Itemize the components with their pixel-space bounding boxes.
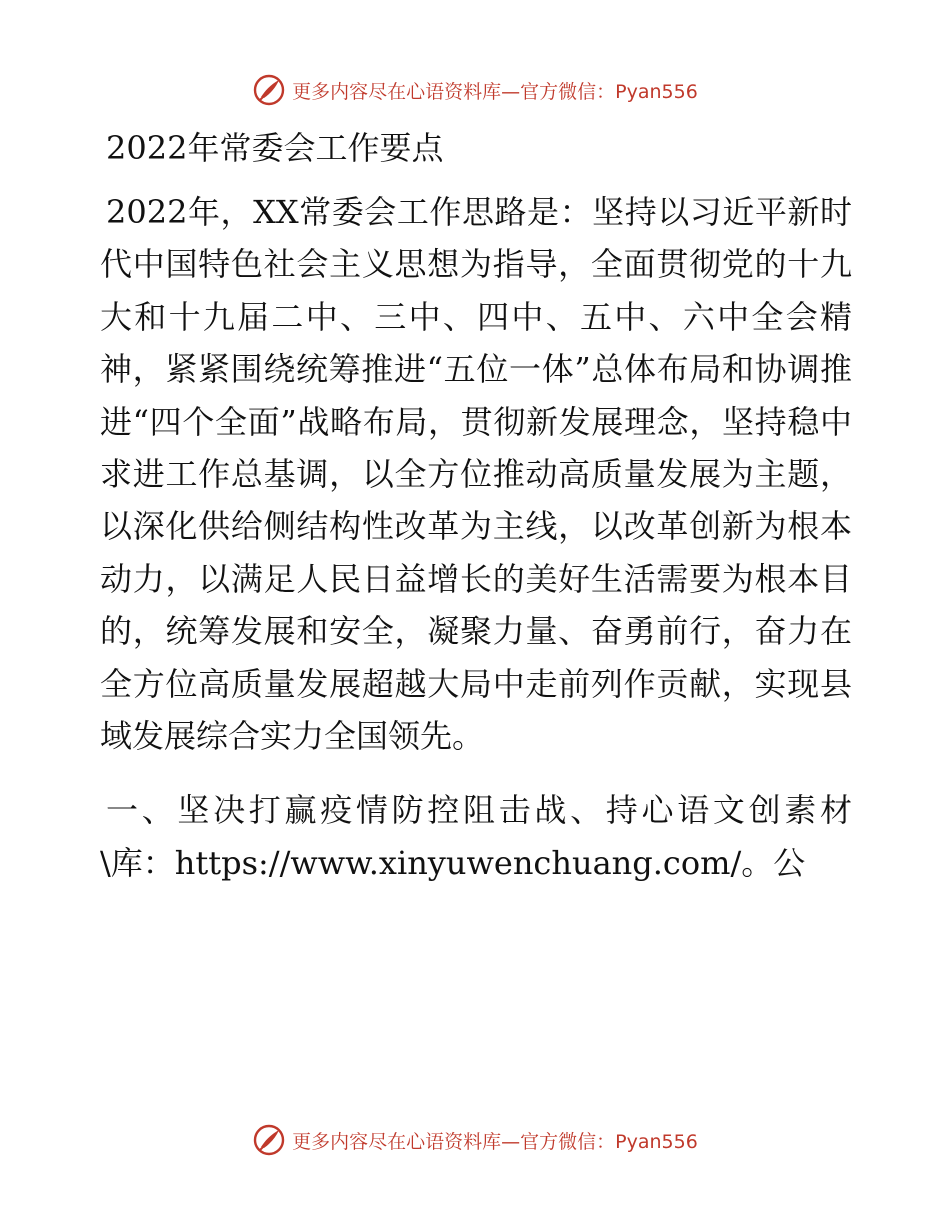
quill-pen-icon	[252, 73, 286, 107]
paragraph-section-one: 一、坚决打赢疫情防控阻击战、持心语文创素材\库：https://www.xinyuwenchuang.com/。公	[100, 791, 852, 882]
footer-watermark-banner	[0, 1120, 950, 1160]
document-body	[100, 122, 852, 889]
quill-pen-icon	[252, 1123, 286, 1157]
header-watermark-text: 更多内容尽在心语资料库—官方微信：Pyan556	[292, 80, 698, 103]
header-watermark-banner	[0, 70, 950, 110]
footer-watermark-text: 更多内容尽在心语资料库—官方微信：Pyan556	[292, 1130, 698, 1153]
paragraph-intro: 2022年，XX常委会工作思路是：坚持以习近平新时代中国特色社会主义思想为指导，全面贯彻党的十九大和十九届二中、三中、四中、五中、六中全会精神，紧紧围绕统筹推进“五位一体”总体布局和协调推进“四个全面”战略布局，贯彻新发展理念，坚持稳中求进工作总基调，以全方位推动高质量发展为主题，以深化供给侧结构性改革为主线，以改革创新为根本动力，以满足人民日益增长的美好生活需要为根本目的，统筹发展和安全，凝聚力量、奋勇前行，奋力在全方位高质量发展超越大局中走前列作贡献，实现县域发展综合实力全国领先。	[100, 193, 852, 756]
document-title: 2022年常委会工作要点	[106, 129, 444, 167]
